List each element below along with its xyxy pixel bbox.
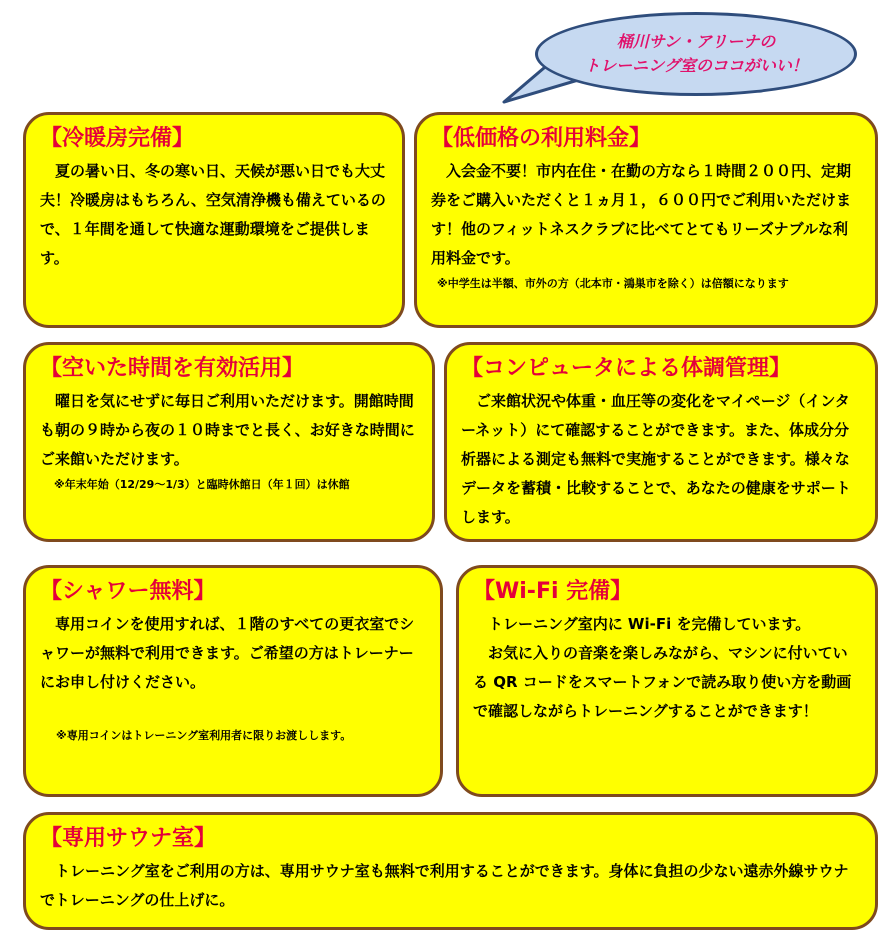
box-price: [414, 112, 878, 328]
box-sauna-title: 【専用サウナ室】: [40, 826, 217, 851]
box-cooling-body: 夏の暑い日、冬の寒い日、天候が悪い日でも大丈夫！冷暖房はもちろん、空気清浄機も備えているので、１年間を通して快適な運動環境をご提供します。: [40, 162, 386, 267]
box-wifi-title: 【Wi-Fi 完備】: [473, 579, 633, 604]
box-shower-note: ※専用コインはトレーニング室利用者に限りお渡しします。: [56, 729, 352, 742]
bubble-line-2: トレーニング室のココがいい！: [584, 56, 808, 75]
box-shower: [23, 565, 443, 797]
box-wifi: [456, 565, 878, 797]
speech-bubble: [535, 12, 857, 96]
box-price-body: 入会金不要！市内在住・在勤の方なら１時間２００円、定期券をご購入いただくと１ヵ月１，６００円でご利用いただけます！他のフィットネスクラブに比べてとてもリーズナブルな利用料金です。: [431, 162, 852, 267]
box-time-body: 曜日を気にせずに毎日ご利用いただけます。開館時間も朝の９時から夜の１０時までと長く、お好きな時間にご来館いただけます。: [40, 392, 415, 468]
box-shower-title: 【シャワー無料】: [40, 579, 216, 604]
box-price-title: 【低価格の利用料金】: [431, 126, 652, 151]
box-cooling: [23, 112, 405, 328]
box-sauna: [23, 812, 878, 930]
box-computer: [444, 342, 878, 542]
box-time-title: 【空いた時間を有効活用】: [40, 356, 305, 381]
box-time-note: ※年末年始（12/29～1/3）と臨時休館日（年１回）は休館: [54, 478, 350, 491]
box-price-note: ※中学生は半額、市外の方（北本市・鴻巣市を除く）は倍額になります: [437, 277, 789, 290]
box-cooling-title: 【冷暖房完備】: [40, 126, 195, 151]
bubble-line-1: 桶川サン・アリーナの: [616, 32, 776, 51]
box-sauna-body: トレーニング室をご利用の方は、専用サウナ室も無料で利用することができます。身体に負担の少ない遠赤外線サウナでトレーニングの仕上げに。: [40, 862, 849, 909]
box-wifi-body: トレーニング室内に Wi-Fi を完備しています。 お気に入りの音楽を楽しみながら、マシンに付いている QR コードをスマートフォンで読み取り使い方を動画で確認しながらトレーニングすることができます！: [473, 615, 852, 720]
box-computer-body: ご来館状況や体重・血圧等の変化をマイページ（インターネット）にて確認することができます。また、体成分分析器による測定も無料で実施することができます。様々なデータを蓄積・比較することで、あなたの健康をサポートします。: [461, 392, 851, 526]
box-computer-title: 【コンピュータによる体調管理】: [461, 356, 792, 381]
box-shower-body: 専用コインを使用すれば、１階のすべての更衣室でシャワーが無料で利用できます。ご希望の方はトレーナーにお申し付けください。: [40, 615, 415, 691]
box-time: [23, 342, 435, 542]
